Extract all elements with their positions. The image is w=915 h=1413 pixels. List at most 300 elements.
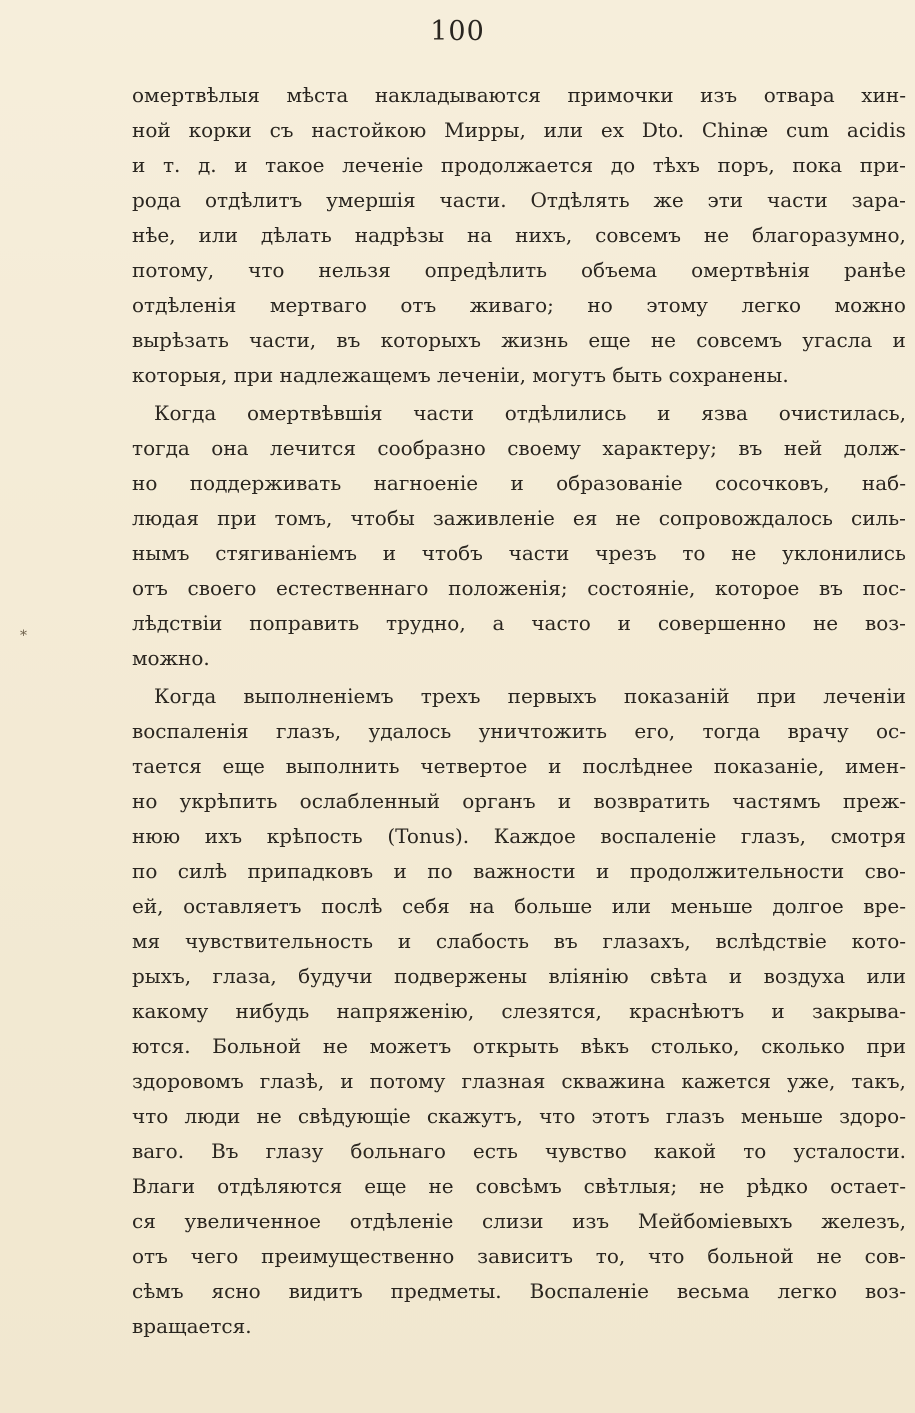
word: силѣ xyxy=(177,859,228,883)
word: настойкою xyxy=(311,118,427,142)
text-line xyxy=(132,148,906,183)
word: чтобы xyxy=(350,506,415,530)
word: и xyxy=(617,611,631,635)
text-line xyxy=(132,431,906,466)
word: на xyxy=(469,894,495,918)
word: смотря xyxy=(830,824,906,848)
word: глазъ xyxy=(665,1104,725,1128)
word: важности xyxy=(473,859,576,883)
word: больше xyxy=(514,894,593,918)
word: совсемъ xyxy=(595,223,681,247)
word: продолжительности xyxy=(629,859,845,883)
word: врачу xyxy=(787,719,849,743)
text-line xyxy=(132,924,906,959)
word: подвержены xyxy=(394,964,528,988)
word: и xyxy=(657,401,671,425)
word: послѣднее xyxy=(582,754,693,778)
text-line xyxy=(132,536,906,571)
word: и xyxy=(397,929,412,953)
word: людая xyxy=(132,506,199,530)
word: вліянію xyxy=(548,964,629,988)
word: вре- xyxy=(863,894,906,918)
word: чего xyxy=(190,1244,239,1268)
word: уничтожить xyxy=(478,719,608,743)
word: долгое xyxy=(772,894,844,918)
word: отъ xyxy=(132,1244,168,1268)
word: но xyxy=(587,293,613,317)
word: укрѣпить xyxy=(179,789,278,813)
word: рода xyxy=(132,188,182,212)
word: вѣкъ xyxy=(580,1034,630,1058)
text-line xyxy=(132,714,906,749)
word: то xyxy=(743,1139,767,1163)
text-line xyxy=(132,819,906,854)
word: не xyxy=(650,328,676,352)
text-line xyxy=(132,749,906,784)
word: глазахъ, xyxy=(602,929,691,953)
word: или xyxy=(198,223,238,247)
word: Chinæ xyxy=(701,118,769,142)
word: себя xyxy=(402,894,450,918)
word: ней xyxy=(783,436,823,460)
word: такое xyxy=(265,153,325,177)
word: съ xyxy=(269,118,294,142)
word: по xyxy=(427,859,453,883)
word: поръ, xyxy=(717,153,775,177)
word: глазу xyxy=(265,1139,324,1163)
word: опредѣлить xyxy=(424,258,548,282)
word: краснѣютъ xyxy=(629,999,745,1023)
word: не xyxy=(731,541,757,565)
word: нюю xyxy=(132,824,181,848)
word: ослабленный xyxy=(299,789,441,813)
word: не xyxy=(812,611,839,635)
word: и xyxy=(340,1069,354,1093)
page-number: 100 xyxy=(430,16,485,47)
word: этому xyxy=(646,293,708,317)
word: не xyxy=(703,223,730,247)
text-line xyxy=(132,1274,906,1309)
word: часто xyxy=(531,611,591,635)
word: пос- xyxy=(862,576,906,600)
word: глазъ, xyxy=(740,824,807,848)
text-line xyxy=(132,679,906,714)
word: еще xyxy=(364,1174,407,1198)
text-line xyxy=(132,78,906,113)
word: тается xyxy=(132,754,202,778)
word: воспаленіе xyxy=(600,824,717,848)
word: томъ, xyxy=(274,506,333,530)
word: что xyxy=(132,1104,169,1128)
word: глаза, xyxy=(212,964,277,988)
word: столько, xyxy=(650,1034,740,1058)
word: части, xyxy=(249,328,317,352)
word: или xyxy=(611,894,652,918)
word: имен- xyxy=(845,754,906,778)
word: не xyxy=(816,1244,842,1268)
word: можетъ xyxy=(369,1034,452,1058)
word: угасла xyxy=(802,328,873,352)
word: крѣпость xyxy=(266,824,363,848)
word: въ xyxy=(738,436,763,460)
word: живаго; xyxy=(469,293,554,317)
word: и xyxy=(892,328,906,352)
word: совершенно xyxy=(657,611,787,635)
word: образованіе xyxy=(556,471,683,495)
word: зара- xyxy=(851,188,906,212)
word: омертвѣлыя xyxy=(132,83,260,107)
text-line xyxy=(132,1204,906,1239)
word: естественнаго xyxy=(276,576,429,600)
word: и xyxy=(510,471,524,495)
word: до xyxy=(610,153,636,177)
word: благоразумно, xyxy=(752,223,906,247)
word: же xyxy=(653,188,684,212)
word: свѣдующіе xyxy=(297,1104,411,1128)
word: воздуха xyxy=(763,964,846,988)
text-line xyxy=(132,889,906,924)
word: cum xyxy=(786,118,830,142)
word: Когда xyxy=(154,401,217,425)
word: силь- xyxy=(851,506,906,530)
word: тогда xyxy=(132,436,190,460)
word: очистилась, xyxy=(778,401,906,425)
word: то xyxy=(682,541,706,565)
word: Влаги xyxy=(132,1174,196,1198)
word: при xyxy=(756,684,797,708)
word: а xyxy=(492,611,505,635)
word: увеличенное xyxy=(184,1209,322,1233)
word: сѣмъ xyxy=(132,1279,184,1303)
word: оставляетъ xyxy=(183,894,302,918)
word: частямъ xyxy=(732,789,821,813)
word: надрѣзы xyxy=(354,223,445,247)
word: удалось xyxy=(368,719,452,743)
word: нагноеніе xyxy=(373,471,479,495)
word: меньше xyxy=(740,1104,823,1128)
word: что xyxy=(539,1104,576,1128)
word: вслѣдствіе xyxy=(715,929,827,953)
word: тѣхъ xyxy=(652,153,700,177)
word: кото- xyxy=(851,929,906,953)
paragraph-2 xyxy=(132,396,906,676)
word: наб- xyxy=(861,471,906,495)
word: свѣтлыя; xyxy=(583,1174,678,1198)
word: Больной xyxy=(212,1034,302,1058)
word: воз- xyxy=(865,1279,906,1303)
word: омертвѣвшія xyxy=(247,401,383,425)
word: отдѣлились xyxy=(504,401,627,425)
word: преж- xyxy=(842,789,906,813)
word: что xyxy=(248,258,285,282)
word: корки xyxy=(188,118,252,142)
word: Воспаленіе xyxy=(529,1279,649,1303)
word: усталости. xyxy=(793,1139,906,1163)
word: при xyxy=(866,1034,906,1058)
word: сосочковъ, xyxy=(714,471,830,495)
text-line xyxy=(132,218,906,253)
word: ранѣе xyxy=(843,258,906,282)
word: потому xyxy=(369,1069,446,1093)
word: которыхъ xyxy=(380,328,481,352)
word: зависитъ xyxy=(477,1244,573,1268)
word: Когда xyxy=(154,684,217,708)
word: уже, xyxy=(786,1069,836,1093)
word: совсѣмъ xyxy=(475,1174,562,1198)
word: но xyxy=(132,471,158,495)
text-line: вращается. xyxy=(132,1314,252,1338)
word: ются. xyxy=(132,1034,191,1058)
word: глазная xyxy=(461,1069,546,1093)
word: можно xyxy=(834,293,906,317)
word: какому xyxy=(132,999,209,1023)
text-line xyxy=(132,854,906,889)
word: омертвѣнія xyxy=(691,258,811,282)
word: долж- xyxy=(843,436,906,460)
word: сов- xyxy=(864,1244,906,1268)
word: т. xyxy=(162,153,181,177)
word: ей, xyxy=(132,894,164,918)
word: отвара xyxy=(763,83,835,107)
word: еще xyxy=(222,754,265,778)
word: его, xyxy=(634,719,676,743)
word: накладываются xyxy=(374,83,541,107)
word: больнаго xyxy=(350,1139,446,1163)
word: весьма xyxy=(676,1279,750,1303)
text-line xyxy=(132,1239,906,1274)
word: скважина xyxy=(561,1069,666,1093)
word: вырѣзать xyxy=(132,328,229,352)
word: преимущественно xyxy=(261,1244,455,1268)
word: нибудь xyxy=(235,999,310,1023)
word: мѣста xyxy=(286,83,349,107)
word: совсемъ xyxy=(696,328,783,352)
word: возвратить xyxy=(593,789,711,813)
text-line xyxy=(132,183,906,218)
word: и xyxy=(234,153,248,177)
word: чувствительность xyxy=(184,929,374,953)
word: леченіи xyxy=(823,684,906,708)
word: acidis xyxy=(846,118,906,142)
word: выполненіемъ xyxy=(243,684,394,708)
word: отдѣленіе xyxy=(349,1209,454,1233)
word: нельзя xyxy=(318,258,391,282)
word: еще xyxy=(588,328,631,352)
word: жизнь xyxy=(501,328,569,352)
word: слабость xyxy=(435,929,529,953)
text-line xyxy=(132,1029,906,1064)
text-line xyxy=(132,1134,906,1169)
word: Отдѣлять xyxy=(530,188,630,212)
word: слизи xyxy=(481,1209,544,1233)
word: отъ xyxy=(132,576,168,600)
word: по xyxy=(132,859,158,883)
paragraph-3 xyxy=(132,679,906,1344)
word: мертваго xyxy=(269,293,367,317)
word: отъ xyxy=(400,293,437,317)
word: рыхъ, xyxy=(132,964,192,988)
word: при xyxy=(217,506,257,530)
word: эти xyxy=(707,188,744,212)
word: будучи xyxy=(298,964,373,988)
word: леченіе xyxy=(342,153,424,177)
word: изъ xyxy=(572,1209,610,1233)
word: ся xyxy=(132,1209,156,1233)
word: рѣдко xyxy=(746,1174,809,1198)
word: легко xyxy=(741,293,802,317)
word: кажется xyxy=(681,1069,771,1093)
word: такъ, xyxy=(851,1069,906,1093)
word: и xyxy=(382,541,397,565)
word: меньше xyxy=(670,894,753,918)
word: остает- xyxy=(830,1174,906,1198)
word: и xyxy=(393,859,407,883)
word: показаніе, xyxy=(713,754,825,778)
word: послѣ xyxy=(321,894,383,918)
text-line xyxy=(132,113,906,148)
word: Мейбоміевыхъ xyxy=(637,1209,793,1233)
text-line xyxy=(132,784,906,819)
word: части xyxy=(508,541,570,565)
word: мя xyxy=(132,929,161,953)
word: открыть xyxy=(472,1034,560,1058)
word: сопровождалось xyxy=(658,506,833,530)
word: лѣдствіи xyxy=(132,611,223,635)
word: ихъ xyxy=(204,824,243,848)
text-line xyxy=(132,1099,906,1134)
word: первыхъ xyxy=(507,684,597,708)
word: положенія; xyxy=(448,576,568,600)
word: чрезъ xyxy=(595,541,657,565)
word: и xyxy=(548,754,562,778)
word: Въ xyxy=(211,1139,239,1163)
word: показаній xyxy=(623,684,730,708)
word: закрыва- xyxy=(812,999,906,1023)
word: поддерживать xyxy=(189,471,342,495)
word: и xyxy=(596,859,610,883)
word: въ xyxy=(553,929,578,953)
text-line xyxy=(132,1064,906,1099)
word: скажутъ, xyxy=(426,1104,523,1128)
word: на xyxy=(466,223,493,247)
word: отдѣленія xyxy=(132,293,237,317)
word: сообразно xyxy=(377,436,486,460)
word: чтобъ xyxy=(421,541,483,565)
word: припадковъ xyxy=(247,859,374,883)
word: легко xyxy=(777,1279,838,1303)
word: ной xyxy=(132,118,171,142)
text-line xyxy=(132,1169,906,1204)
word: то, xyxy=(595,1244,626,1268)
word: состояніе, xyxy=(587,576,696,600)
word: (Tonus). xyxy=(387,824,470,848)
word: продолжается xyxy=(440,153,594,177)
word: и xyxy=(132,153,146,177)
word: не xyxy=(699,1174,725,1198)
word: не xyxy=(428,1174,454,1198)
word: свѣта xyxy=(650,964,708,988)
word: напряженію, xyxy=(336,999,475,1023)
word: умершія xyxy=(326,188,416,212)
word: ваго. xyxy=(132,1139,185,1163)
word: здоровомъ xyxy=(132,1069,244,1093)
word: лечится xyxy=(270,436,356,460)
margin-mark: * xyxy=(20,628,27,644)
word: ея xyxy=(572,506,598,530)
text-line xyxy=(132,466,906,501)
body-text xyxy=(132,78,906,1344)
word: есть xyxy=(472,1139,518,1163)
word: нихъ, xyxy=(515,223,573,247)
word: здоро- xyxy=(839,1104,906,1128)
word: своего xyxy=(187,576,257,600)
word: сколько xyxy=(761,1034,845,1058)
word: и xyxy=(557,789,572,813)
word: глазъ, xyxy=(275,719,342,743)
word: но xyxy=(132,789,158,813)
text-line xyxy=(132,606,906,641)
word: слезятся, xyxy=(501,999,602,1023)
word: или xyxy=(543,118,584,142)
word: отдѣлитъ xyxy=(204,188,303,212)
word: сво- xyxy=(864,859,906,883)
word: что xyxy=(648,1244,685,1268)
word: воспаленія xyxy=(132,719,249,743)
word: язва xyxy=(701,401,748,425)
text-line xyxy=(132,396,906,431)
word: ос- xyxy=(875,719,906,743)
word: ex xyxy=(600,118,625,142)
text-line xyxy=(132,253,906,288)
word: объема xyxy=(580,258,658,282)
word: въ xyxy=(336,328,361,352)
word: чувство xyxy=(544,1139,627,1163)
word: трехъ xyxy=(420,684,481,708)
word: своему xyxy=(507,436,581,460)
text-line xyxy=(132,288,906,323)
word: четвертое xyxy=(420,754,528,778)
word: въ xyxy=(819,576,843,600)
word: трудно, xyxy=(386,611,466,635)
word: которое xyxy=(715,576,800,600)
word: уклонились xyxy=(782,541,906,565)
word: пока xyxy=(792,153,843,177)
word: части. xyxy=(439,188,507,212)
word: стягиваніемъ xyxy=(215,541,357,565)
text-line: можно. xyxy=(132,646,210,670)
text-line xyxy=(132,501,906,536)
word: воз- xyxy=(864,611,906,635)
word: заживленіе xyxy=(432,506,555,530)
word: или xyxy=(866,964,906,988)
word: Dto. xyxy=(641,118,685,142)
word: части xyxy=(766,188,828,212)
paragraph-1 xyxy=(132,78,906,393)
word: изъ xyxy=(700,83,738,107)
word: люди xyxy=(184,1104,241,1128)
word: ясно xyxy=(211,1279,261,1303)
word: Мирры, xyxy=(444,118,526,142)
word: потому, xyxy=(132,258,215,282)
word: не xyxy=(322,1034,348,1058)
word: органъ xyxy=(462,789,536,813)
word: больной xyxy=(707,1244,794,1268)
word: не xyxy=(256,1104,282,1128)
word: выполнить xyxy=(285,754,400,778)
text-line xyxy=(132,323,906,358)
word: видитъ xyxy=(288,1279,363,1303)
word: д. xyxy=(197,153,217,177)
